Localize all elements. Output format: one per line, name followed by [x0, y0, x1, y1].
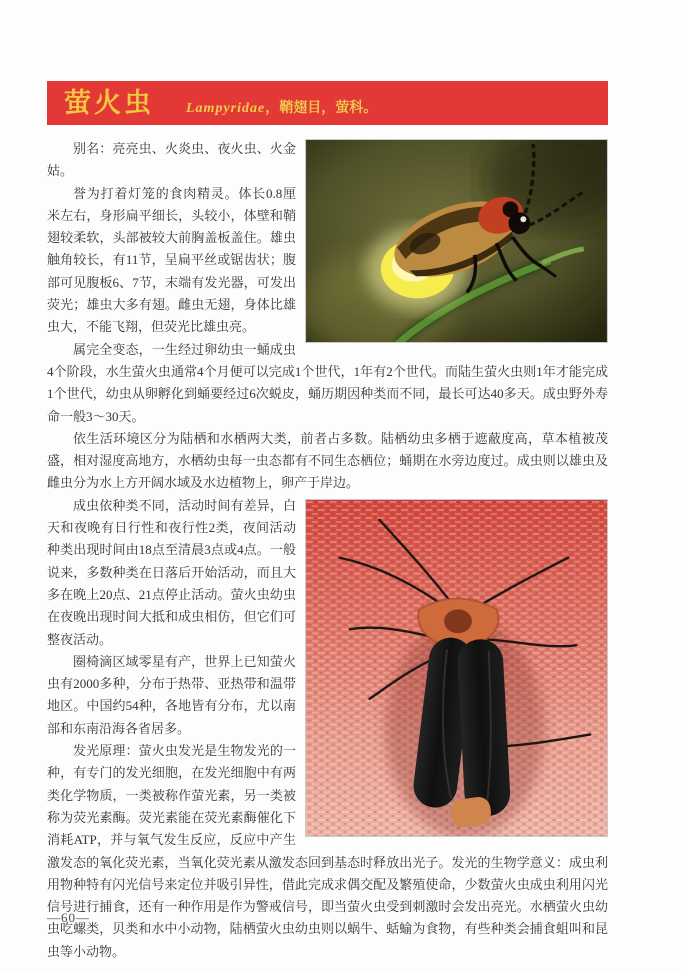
firefly-stem-photo — [305, 139, 608, 343]
paragraph-morphology: 誉为打着灯笼的食肉精灵。体长0.8厘米左右，身形扁平细长，头较小，体壁和鞘翅较柔软，头部被较大前胸盖板盖住。雄虫触角较长，有11节，呈扁平丝或锯齿状；腹部可见腹板6、7节，末端有发光器，可发出荧光；雄虫大多有翅。雌虫无翅，身体比雄虫大，不能飞翔，但荧光比雄虫亮。 — [47, 185, 296, 335]
firefly-fabric-illustration — [306, 500, 607, 836]
page-number: —60— — [47, 910, 90, 925]
paragraph-habitat: 依生活环境区分为陆栖和水栖两大类，前者占多数。陆栖幼虫多栖于遮蔽度高，草本植被茂盛，相对湿度高地方，水栖幼虫每一虫态都有不同生态栖位；蛹期在水旁边度过。成虫则以雄虫及雌虫分为水上方开阔水域及水边植物上，卵产于岸边。 — [47, 430, 608, 491]
taxonomy-text: ，鞘翅目，萤科。 — [265, 101, 378, 116]
paragraph-luminescence: 发光原理：萤火虫发光是生物发光的一种，有专门的发光细胞，在发光细胞中有两类化学物质，一类被称作萤光素，另一类被称为荧光素酶。荧光素能在荧光素酶催化下消耗ATP，并与氧气发生反应，反应中产生激发态的氧化荧光素，当氧化荧光素从激发态回到基态时释放出光子。发光的生物学意义：成虫利用物种特有闪光信号来定位并吸引异性，借此完成求偶交配及繁殖使命，少数萤火虫成虫利用闪光信号进行捕食，还有一种作用是作为警戒信号，即当萤火虫受到刺激时会发出亮光。水栖萤火虫幼虫吃螺类，贝类和水中小动物，陆栖萤火虫幼虫则以蜗牛、蛞蝓为食物，有些种类会捕食蛆叫和昆虫等小动物。 — [47, 743, 608, 959]
paragraph-aliases: 别名：亮亮虫、火炎虫、夜火虫、火金姑。 — [47, 141, 296, 179]
chapter-title: 萤火虫 — [64, 88, 154, 118]
chapter-subtitle — [186, 97, 377, 117]
article-body — [47, 138, 608, 963]
firefly-fabric-photo — [305, 499, 608, 837]
latin-family-name: Lampyridae — [186, 101, 266, 116]
paragraph-distribution: 圈椅滴区域零星有产，世界上已知萤火虫有2000多种，分布于热带、亚热带和温带地区。中国约54种，各地皆有分布，尤以南部和东南沿海各省居多。 — [47, 653, 296, 736]
paragraph-activity: 成虫依种类不同，活动时间有差异，白天和夜晚有日行性和夜行性2类，夜间活动种类出现时间由18点至清晨3点或4点。一般说来，多数种类在日落后开始活动，而且大多在晚上20点、21点停止活动。萤火虫幼虫在夜晚出现时间大抵和成虫相仿，但它们可整夜活动。 — [47, 497, 296, 647]
page-content — [47, 81, 608, 963]
paragraph-lifecycle: 属完全变态，一生经过卵幼虫一蛹成虫4个阶段，水生萤火虫通常4个月便可以完成1个世代，1年有2个世代。而陆生萤火虫则1年才能完成1个世代，幼虫从卵孵化到蛹要经过6次蜕皮，蛹历期因种类而不同，最长可达40多天。成虫野外寿命一般3～30天。 — [47, 341, 608, 424]
firefly-stem-illustration — [306, 140, 607, 342]
chapter-header-banner — [47, 81, 608, 125]
